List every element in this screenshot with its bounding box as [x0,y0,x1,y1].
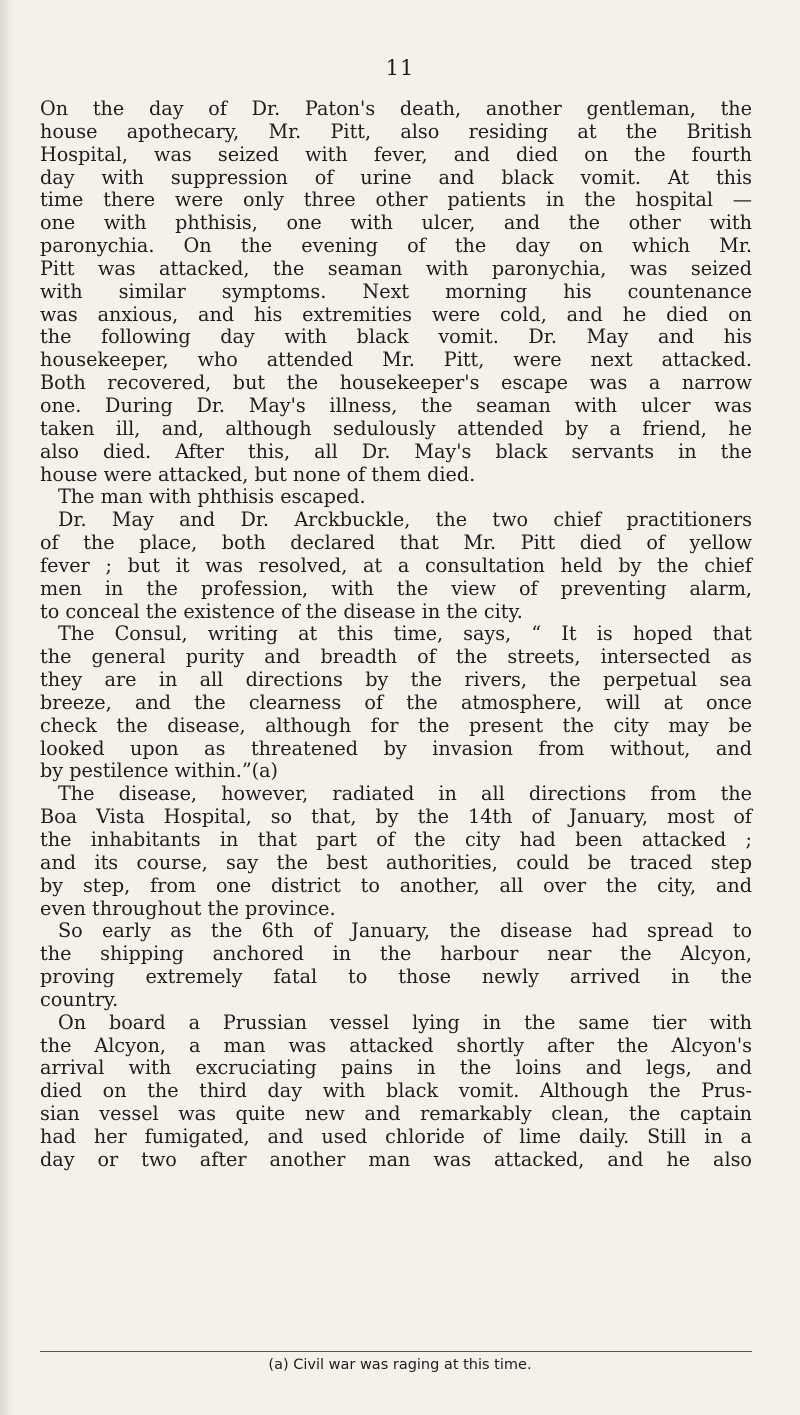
text-line: to conceal the existence of the disease in the city. [40,599,523,623]
text-line: paronychia. On the evening of the day on which Mr. [40,234,752,258]
text-line: the Alcyon, a man was attacked shortly after the Alcyon's [40,1033,752,1057]
page-number: 11 [385,56,415,80]
paragraph [40,783,752,920]
text-line: and its course, say the best authorities, could be traced step [40,850,752,874]
text-line: Boa Vista Hospital, so that, by the 14th of January, most of [40,805,752,829]
text-line: by pestilence within.”(a) [40,759,279,783]
text-line: proving extremely fatal to those newly arrived in the [40,965,752,989]
footnote-rule [40,1351,752,1352]
text-line: day with suppression of urine and black vomit. At this [40,165,752,189]
text-line: arrival with excruciating pains in the loins and legs, and [40,1056,752,1080]
text-line: On the day of Dr. Paton's death, another gentleman, the [40,97,752,120]
text-line: the inhabitants in that part of the city had been attacked ; [40,828,752,851]
text-line: also died. After this, all Dr. May's black servants in the [40,439,752,463]
text-line: of the place, both declared that Mr. Pitt died of yellow [40,531,752,555]
text-line: men in the profession, with the view of preventing alarm, [40,576,752,600]
text-line: fever ; but it was resolved, at a consultation held by the chief [40,553,752,577]
paragraph [40,1012,752,1172]
text-line: Both recovered, but the housekeeper's escape was a narrow [40,371,752,395]
page-binding-shadow [0,0,14,1415]
paragraph [40,486,752,509]
paragraph [40,920,752,1011]
text-line: The disease, however, radiated in all directions from the [58,782,752,806]
footnote: (a) Civil war was raging at this time. [268,1357,532,1373]
text-line: looked upon as threatened by invasion from without, and [40,736,752,760]
text-line: even throughout the province. [40,896,336,920]
text-line: one. During Dr. May's illness, the seaman with ulcer was [40,393,752,417]
paragraph [40,98,752,486]
text-line: died on the third day with black vomit. Although the Prus- [40,1079,752,1103]
text-line: On board a Prussian vessel lying in the same tier with [58,1010,752,1034]
body-text [40,98,752,1172]
text-line: So early as the 6th of January, the disease had spread to [58,919,752,943]
text-line: with similar symptoms. Next morning his countenance [40,279,752,303]
text-line: by step, from one district to another, all over the city, and [40,873,752,897]
text-line: Pitt was attacked, the seaman with paronychia, was seized [40,256,752,280]
text-line: breeze, and the clearness of the atmosphere, will at once [40,690,752,714]
text-line: the shipping anchored in the harbour near the Alcyon, [40,942,752,966]
text-line: The man with phthisis escaped. [58,485,366,509]
text-line: house were attacked, but none of them died. [40,462,476,486]
text-line: the following day with black vomit. Dr. May and his [40,325,752,349]
text-line: Hospital, was seized with fever, and died on the fourth [40,142,752,166]
text-line: house apothecary, Mr. Pitt, also residing at the British [40,119,752,143]
text-line: Dr. May and Dr. Arckbuckle, the two chief practitioners [58,508,752,532]
text-line: one with phthisis, one with ulcer, and the other with [40,211,752,235]
paragraph [40,509,752,623]
text-line: time there were only three other patients in the hospital — [40,188,752,212]
text-line: had her fumigated, and used chloride of lime daily. Still in a [40,1124,752,1148]
text-line: was anxious, and his extremities were cold, and he died on [40,302,752,326]
paragraph [40,623,752,783]
text-line: country. [40,987,119,1011]
text-line: taken ill, and, although sedulously attended by a friend, he [40,416,752,440]
text-line: housekeeper, who attended Mr. Pitt, were next attacked. [40,348,752,372]
text-line: check the disease, although for the present the city may be [40,713,752,737]
text-line: The Consul, writing at this time, says, “ It is hoped that [58,622,752,646]
text-line: the general purity and breadth of the streets, intersected as [40,645,752,669]
text-line: day or two after another man was attacked, and he also [40,1147,752,1171]
text-line: sian vessel was quite new and remarkably clean, the captain [40,1102,752,1126]
text-line: they are in all directions by the rivers, the perpetual sea [40,668,752,692]
